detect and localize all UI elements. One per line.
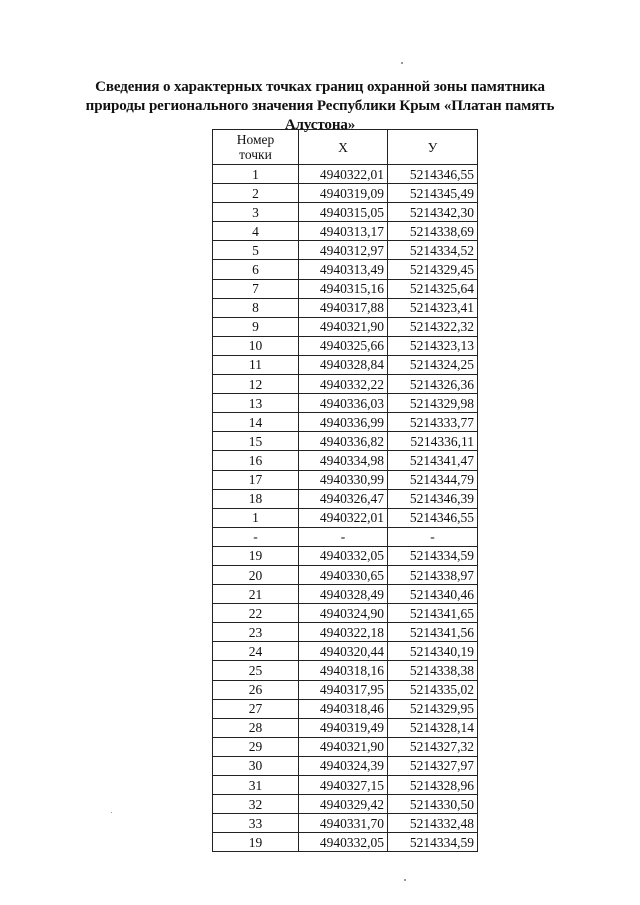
- cell-y-coordinate: 5214334,52: [388, 241, 478, 260]
- cell-point-number: 21: [213, 585, 299, 604]
- table-row: [213, 394, 478, 413]
- cell-y-coordinate: 5214328,96: [388, 776, 478, 795]
- cell-y-coordinate: 5214332,48: [388, 814, 478, 833]
- table-row: [213, 546, 478, 565]
- cell-x-coordinate: 4940328,49: [299, 585, 388, 604]
- cell-x-coordinate: 4940326,47: [299, 489, 388, 508]
- cell-y-coordinate: 5214330,50: [388, 795, 478, 814]
- cell-point-number: 14: [213, 413, 299, 432]
- cell-x-coordinate: 4940336,03: [299, 394, 388, 413]
- cell-x-coordinate: 4940324,90: [299, 604, 388, 623]
- cell-y-coordinate: 5214333,77: [388, 413, 478, 432]
- cell-point-number: 19: [213, 833, 299, 852]
- cell-y-coordinate: 5214326,36: [388, 375, 478, 394]
- cell-y-coordinate: 5214340,19: [388, 642, 478, 661]
- cell-y-coordinate: 5214341,56: [388, 623, 478, 642]
- cell-point-number: 20: [213, 565, 299, 584]
- table-row: [213, 661, 478, 680]
- cell-x-coordinate: 4940321,90: [299, 317, 388, 336]
- cell-y-coordinate: 5214346,55: [388, 165, 478, 184]
- coordinates-table-container: [212, 129, 477, 852]
- cell-point-number: 26: [213, 680, 299, 699]
- column-header-x: Х: [299, 130, 388, 165]
- table-row: [213, 336, 478, 355]
- cell-point-number: 25: [213, 661, 299, 680]
- table-header-row: [213, 130, 478, 165]
- cell-point-number: 4: [213, 222, 299, 241]
- cell-point-number: 19: [213, 546, 299, 565]
- cell-y-coordinate: 5214335,02: [388, 680, 478, 699]
- cell-point-number: 9: [213, 317, 299, 336]
- title-line-2: природы регионального значения Республики Крым «Платан память: [85, 98, 555, 114]
- cell-x-coordinate: 4940313,49: [299, 260, 388, 279]
- table-row: [213, 298, 478, 317]
- cell-point-number: 30: [213, 756, 299, 775]
- table-row: [213, 756, 478, 775]
- table-row: [213, 355, 478, 374]
- cell-x-coordinate: 4940329,42: [299, 795, 388, 814]
- cell-y-coordinate: -: [388, 527, 478, 546]
- cell-point-number: 32: [213, 795, 299, 814]
- cell-x-coordinate: 4940319,49: [299, 718, 388, 737]
- cell-x-coordinate: 4940322,01: [299, 508, 388, 527]
- cell-y-coordinate: 5214323,13: [388, 336, 478, 355]
- cell-y-coordinate: 5214325,64: [388, 279, 478, 298]
- cell-x-coordinate: 4940318,46: [299, 699, 388, 718]
- table-row: [213, 413, 478, 432]
- cell-x-coordinate: 4940334,98: [299, 451, 388, 470]
- cell-point-number: 13: [213, 394, 299, 413]
- cell-x-coordinate: 4940322,18: [299, 623, 388, 642]
- table-row: [213, 508, 478, 527]
- table-row: [213, 432, 478, 451]
- cell-point-number: 23: [213, 623, 299, 642]
- title-line-3: Алустона»: [284, 117, 356, 133]
- cell-point-number: 7: [213, 279, 299, 298]
- table-row: [213, 680, 478, 699]
- cell-y-coordinate: 5214324,25: [388, 355, 478, 374]
- cell-y-coordinate: 5214346,39: [388, 489, 478, 508]
- cell-point-number: 12: [213, 375, 299, 394]
- cell-x-coordinate: 4940321,90: [299, 737, 388, 756]
- cell-x-coordinate: 4940327,15: [299, 776, 388, 795]
- table-row: [213, 279, 478, 298]
- cell-x-coordinate: 4940330,99: [299, 470, 388, 489]
- document-title: [70, 78, 570, 135]
- scan-speck: [404, 879, 406, 881]
- scan-speck: [401, 62, 403, 64]
- cell-y-coordinate: 5214341,47: [388, 451, 478, 470]
- cell-y-coordinate: 5214323,41: [388, 298, 478, 317]
- cell-point-number: 1: [213, 165, 299, 184]
- cell-x-coordinate: 4940328,84: [299, 355, 388, 374]
- cell-x-coordinate: 4940324,39: [299, 756, 388, 775]
- cell-y-coordinate: 5214342,30: [388, 203, 478, 222]
- cell-point-number: -: [213, 527, 299, 546]
- table-row: [213, 585, 478, 604]
- cell-point-number: 8: [213, 298, 299, 317]
- cell-y-coordinate: 5214346,55: [388, 508, 478, 527]
- cell-x-coordinate: 4940312,97: [299, 241, 388, 260]
- cell-x-coordinate: 4940336,82: [299, 432, 388, 451]
- table-row: [213, 604, 478, 623]
- coordinates-table: [212, 129, 478, 852]
- column-header-number: [213, 130, 299, 165]
- table-row: [213, 260, 478, 279]
- cell-x-coordinate: 4940317,88: [299, 298, 388, 317]
- table-row: [213, 222, 478, 241]
- column-header-number-line-1: Номер: [236, 132, 275, 147]
- cell-y-coordinate: 5214328,14: [388, 718, 478, 737]
- table-row: [213, 184, 478, 203]
- cell-x-coordinate: 4940330,65: [299, 565, 388, 584]
- cell-x-coordinate: 4940332,22: [299, 375, 388, 394]
- column-header-y: У: [388, 130, 478, 165]
- cell-y-coordinate: 5214329,95: [388, 699, 478, 718]
- title-line-1: Сведения о характерных точках границ охранной зоны памятника: [95, 79, 545, 95]
- cell-point-number: 24: [213, 642, 299, 661]
- cell-y-coordinate: 5214329,45: [388, 260, 478, 279]
- cell-point-number: 17: [213, 470, 299, 489]
- cell-x-coordinate: 4940317,95: [299, 680, 388, 699]
- cell-x-coordinate: 4940319,09: [299, 184, 388, 203]
- table-header: [213, 130, 478, 165]
- table-row: [213, 814, 478, 833]
- table-row: [213, 203, 478, 222]
- cell-x-coordinate: 4940336,99: [299, 413, 388, 432]
- cell-point-number: 16: [213, 451, 299, 470]
- cell-x-coordinate: 4940315,05: [299, 203, 388, 222]
- cell-y-coordinate: 5214327,97: [388, 756, 478, 775]
- cell-point-number: 29: [213, 737, 299, 756]
- table-row: [213, 451, 478, 470]
- cell-x-coordinate: 4940332,05: [299, 833, 388, 852]
- table-body: [213, 165, 478, 852]
- cell-x-coordinate: 4940331,70: [299, 814, 388, 833]
- cell-x-coordinate: 4940318,16: [299, 661, 388, 680]
- cell-point-number: 31: [213, 776, 299, 795]
- cell-x-coordinate: 4940320,44: [299, 642, 388, 661]
- scan-speck: [111, 812, 112, 813]
- cell-point-number: 22: [213, 604, 299, 623]
- cell-point-number: 3: [213, 203, 299, 222]
- cell-y-coordinate: 5214334,59: [388, 833, 478, 852]
- cell-point-number: 1: [213, 508, 299, 527]
- cell-y-coordinate: 5214340,46: [388, 585, 478, 604]
- cell-x-coordinate: -: [299, 527, 388, 546]
- table-row: [213, 718, 478, 737]
- cell-y-coordinate: 5214322,32: [388, 317, 478, 336]
- cell-point-number: 15: [213, 432, 299, 451]
- table-row: [213, 737, 478, 756]
- cell-point-number: 33: [213, 814, 299, 833]
- table-row: [213, 776, 478, 795]
- cell-y-coordinate: 5214327,32: [388, 737, 478, 756]
- table-row: [213, 241, 478, 260]
- table-row: [213, 833, 478, 852]
- cell-point-number: 10: [213, 336, 299, 355]
- table-row: [213, 375, 478, 394]
- cell-point-number: 2: [213, 184, 299, 203]
- table-row: [213, 565, 478, 584]
- cell-point-number: 27: [213, 699, 299, 718]
- cell-y-coordinate: 5214344,79: [388, 470, 478, 489]
- table-row: [213, 317, 478, 336]
- cell-x-coordinate: 4940313,17: [299, 222, 388, 241]
- table-row: [213, 623, 478, 642]
- cell-x-coordinate: 4940325,66: [299, 336, 388, 355]
- table-row: [213, 489, 478, 508]
- cell-y-coordinate: 5214341,65: [388, 604, 478, 623]
- cell-y-coordinate: 5214345,49: [388, 184, 478, 203]
- cell-point-number: 18: [213, 489, 299, 508]
- cell-point-number: 6: [213, 260, 299, 279]
- table-row: [213, 795, 478, 814]
- cell-point-number: 11: [213, 355, 299, 374]
- column-header-number-line-2: точки: [239, 147, 272, 162]
- cell-y-coordinate: 5214338,38: [388, 661, 478, 680]
- cell-y-coordinate: 5214334,59: [388, 546, 478, 565]
- cell-y-coordinate: 5214338,69: [388, 222, 478, 241]
- cell-y-coordinate: 5214336,11: [388, 432, 478, 451]
- cell-y-coordinate: 5214329,98: [388, 394, 478, 413]
- cell-x-coordinate: 4940315,16: [299, 279, 388, 298]
- table-row: [213, 699, 478, 718]
- cell-x-coordinate: 4940322,01: [299, 165, 388, 184]
- cell-y-coordinate: 5214338,97: [388, 565, 478, 584]
- table-row: [213, 642, 478, 661]
- table-row: [213, 527, 478, 546]
- cell-point-number: 28: [213, 718, 299, 737]
- cell-x-coordinate: 4940332,05: [299, 546, 388, 565]
- table-row: [213, 470, 478, 489]
- table-row: [213, 165, 478, 184]
- cell-point-number: 5: [213, 241, 299, 260]
